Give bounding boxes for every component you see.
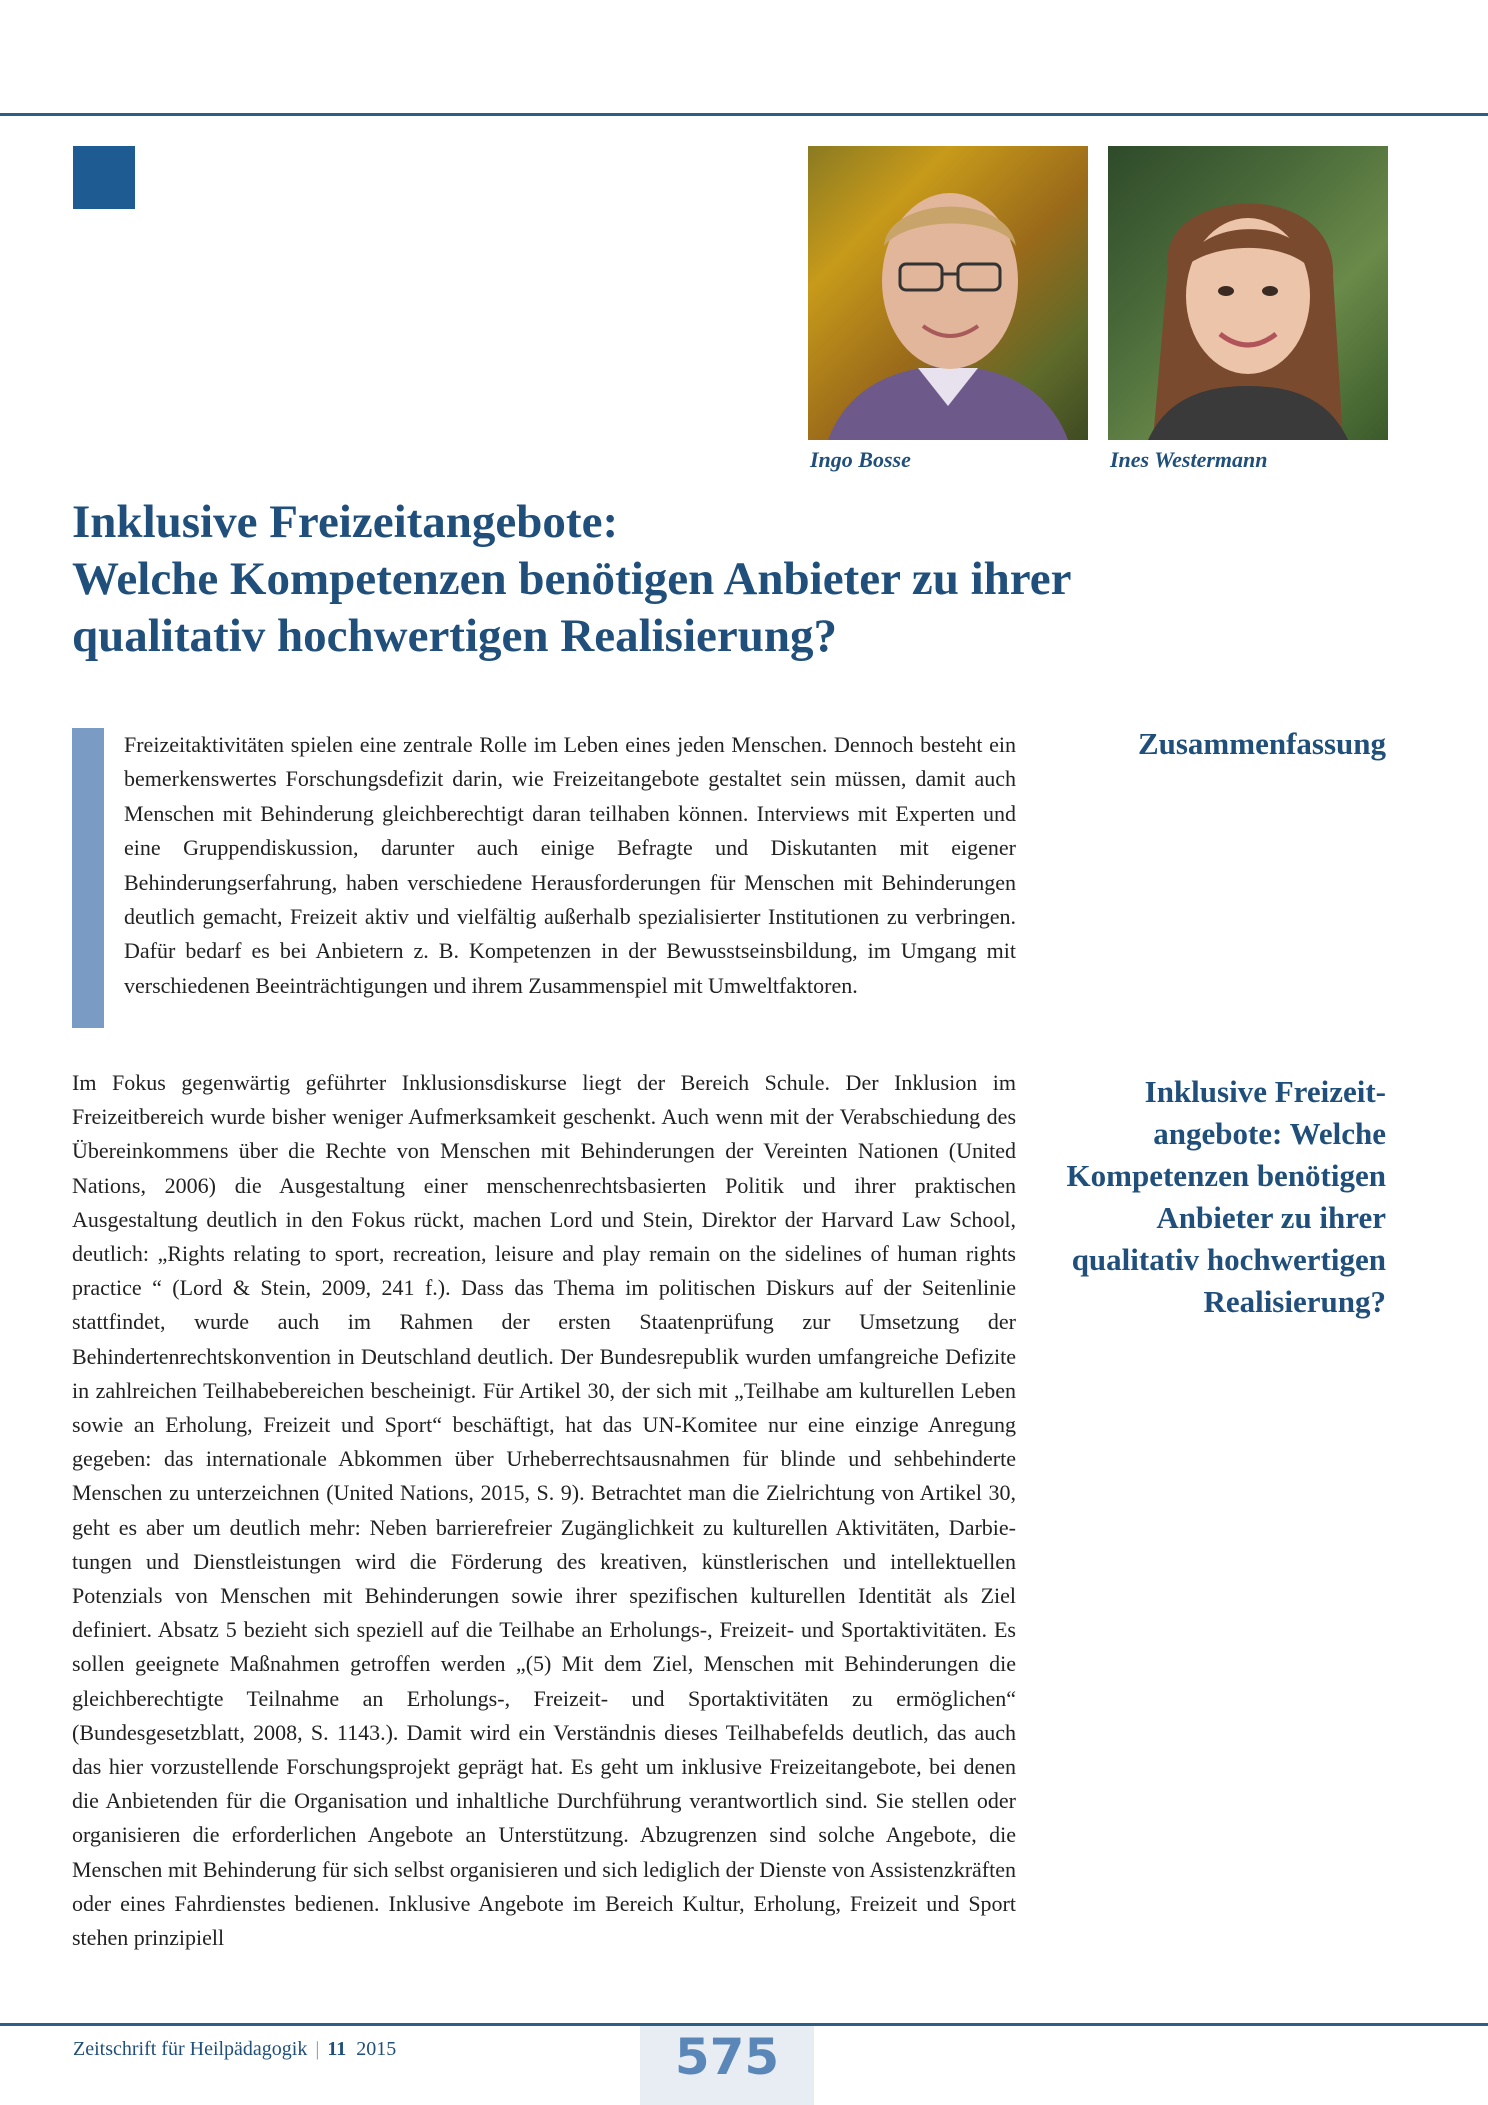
decorative-square (73, 146, 135, 209)
author-photo-ingo-bosse (808, 146, 1088, 440)
abstract-heading: Zusammenfassung (1137, 726, 1386, 761)
footer-separator: | (315, 2038, 320, 2060)
abstract-bar (72, 728, 104, 1028)
title-line: Welche Kompetenzen benötigen Anbieter zu ihrer (72, 553, 1072, 605)
sidebar-title: Inklusive Freizeitangebote: Welche Kompetenzen benötigen Anbieter zu ihrer qualitativ hochwertigen Realisierung? (1066, 1074, 1386, 1319)
footer-journal (73, 2038, 396, 2061)
article-title (72, 494, 1372, 665)
journal-name: Zeitschrift für Heilpädagogik (73, 2038, 308, 2060)
page-number: 575 (674, 2028, 780, 2086)
author-photo-ines-westermann (1108, 146, 1388, 440)
issue-year: 2015 (356, 2038, 397, 2060)
abstract-text: Freizeitaktivitäten spielen eine zentrale Rolle im Leben eines jeden Menschen. Dennoch besteht ein bemerkenswertes Forschungsdefizit darin, wie Freizeitangebote gestaltet sein müssen, damit auch Menschen mit Behinderung gleichberechtigt daran teilhaben können. Interviews mit Experten und eine Gruppendiskussion, darunter auch einige Befragte und Diskutanten mit eigener Behinderungserfahrung, haben verschiedene Herausforderungen für Menschen mit Behinderungen deutlich gemacht, Freizeit aktiv und vielfältig außerhalb spezialisierter Institutionen zu verbringen. Dafür bedarf es bei Anbietern z. B. Kompetenzen in der Bewusstseinsbildung, im Umgang mit verschiedenen Beeinträchtigungen und ihrem Zusammenspiel mit Umweltfaktoren. (124, 732, 1016, 998)
title-line: qualitativ hochwertigen Realisierung? (72, 610, 838, 662)
author-caption: Ines Westermann (1110, 447, 1268, 472)
top-rule (0, 113, 1488, 116)
body-text: Im Fokus gegenwärtig geführter Inklusionsdiskurse liegt der Bereich Schule. Der Inklusion im Freizeitbereich wurde bisher weniger Aufmerksamkeit geschenkt. Auch wenn mit der Verabschiedung des Übereinkommens über die Rechte von Menschen mit Behinderungen der Vereinten Nationen (United Nations, 2006) die Ausgestaltung einer menschenrechtsbasierten Politik und ihrer praktischen Ausgestaltung deutlich in den Fokus rückt, machen Lord und Stein, Direktor der Harvard Law School, deutlich: „Rights relating to sport, recreation, leisure and play remain on the sidelines of human rights practice “ (Lord & Stein, 2009, 241 f.). Dass das Thema im politischen Diskurs auf der Seitenlinie stattfindet, wurde auch im Rahmen der ersten Staatenprüfung zur Umsetzung der Behindertenrechtskonvention in Deutschland deutlich. Der Bundesrepublik wurden umfangreiche Defizite in zahlreichen Teilhabebereichen bescheinigt. Für Artikel 30, der sich mit „Teilhabe am kulturellen Leben sowie an Erholung, Freizeit und Sport“ beschäftigt, hat das UN-Komitee nur eine einzige Anregung gegeben: das internationale Abkommen über Urheberrechtsausnahmen für blinde und sehbehinderte Menschen zu unterzeichnen (United Nations, 2015, S. 9). Betrachtet man die Zielrichtung von Artikel 30, geht es aber um deutlich mehr: Neben barrierefreier Zugänglichkeit zu kulturellen Aktivitäten, Darbietungen und Dienstleistungen wird die Förderung des kreativen, künstlerischen und intellektuellen Potenzials von Menschen mit Behinderungen sowie ihrer spezifischen kulturellen Identität als Ziel definiert. Absatz 5 bezieht sich speziell auf die Teilhabe an Erholungs-, Freizeit- und Sportaktivitäten. Es sollen geeignete Maßnahmen getroffen werden „(5) Mit dem Ziel, Menschen mit Behinderungen die gleichberechtigte Teilnahme an Erholungs-, Freizeit- und Sportaktivitäten zu ermöglichen“ (Bundesgesetzblatt, 2008, S. 1143.). Damit wird ein Verständnis dieses Teilhabefelds deutlich, das auch das hier vorzustellende Forschungsprojekt geprägt hat. Es geht um inklusive Freizeitangebote, bei denen die Anbietenden für die Organisation und inhaltliche Durchführung verantwortlich sind. Sie stellen oder organisieren die erforderlichen Angebote an Unterstützung. Abzugrenzen sind solche Angebote, die Menschen mit Behinderung für sich selbst organisieren und sich lediglich der Dienste von Assistenzkräften oder eines Fahrdienstes bedienen. Inklusive Angebote im Bereich Kultur, Erholung, Freizeit und Sport stehen prinzipiell (72, 1070, 1016, 1951)
page-number-box (640, 2026, 814, 2105)
author-caption: Ingo Bosse (810, 447, 911, 472)
issue-number: 11 (327, 2038, 347, 2060)
title-line: Inklusive Freizeitangebote: (72, 496, 619, 548)
